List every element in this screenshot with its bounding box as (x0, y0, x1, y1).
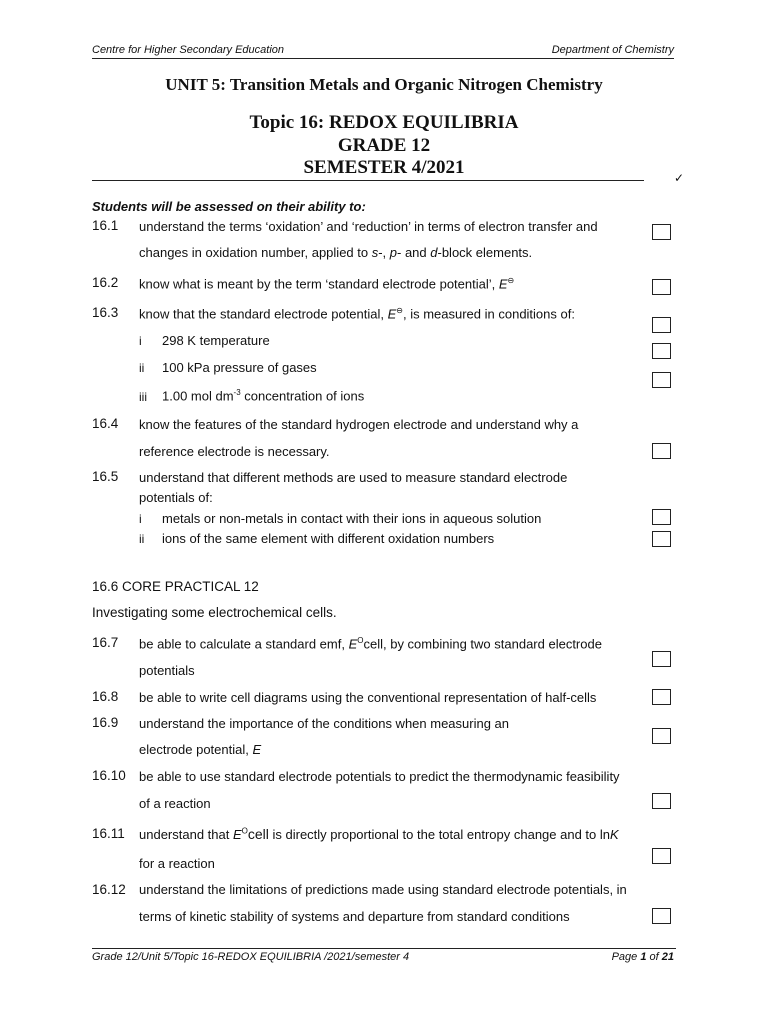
item-number: 16.12 (92, 882, 126, 897)
roman-numeral: ii (139, 532, 145, 546)
item-text: be able to use standard electrode potentials to predict the thermodynamic feasibility (139, 769, 620, 784)
item-number: 16.3 (92, 305, 119, 320)
roman-numeral: i (139, 512, 142, 526)
item-number: 16.7 (92, 635, 119, 650)
checkbox-16-11[interactable] (652, 848, 671, 864)
item-number: 16.11 (92, 826, 125, 841)
roman-numeral: i (139, 334, 142, 348)
item-text-continued: reference electrode is necessary. (139, 444, 330, 459)
page-indicator: Page 1 of 21 (611, 951, 674, 963)
core-practical-subtitle: Investigating some electrochemical cells. (92, 605, 337, 620)
item-text: understand the importance of the conditions when measuring an (139, 716, 510, 731)
checkbox-16-1[interactable] (652, 224, 671, 240)
item-text: understand the terms ‘oxidation’ and ‘reduction’ in terms of electron transfer and (139, 219, 598, 234)
item-number: 16.5 (92, 469, 119, 484)
checkbox-16-8[interactable] (652, 689, 671, 705)
footer-rule (92, 948, 676, 949)
checkbox-16-5-ii[interactable] (652, 531, 671, 547)
item-text-continued: potentials (139, 663, 195, 678)
item-text-continued: electrode potential, E (139, 742, 262, 757)
item-number: 16.8 (92, 689, 119, 704)
sub-item-text: 1.00 mol $dm^{-3}$ concentration of ions (162, 388, 365, 404)
item-number: 16.9 (92, 715, 119, 730)
item-text-continued: for a reaction (139, 856, 215, 871)
checkbox-16-12[interactable] (652, 908, 671, 924)
checkbox-16-3[interactable] (652, 317, 671, 333)
intro-text: Students will be assessed on their ability to: (92, 199, 366, 214)
item-number: 16.10 (92, 768, 126, 783)
item-text-continued: potentials of: (139, 490, 213, 505)
grade-title: GRADE 12 (337, 135, 431, 156)
item-text: understand the limitations of predictions made using standard electrode potentials, in (139, 882, 627, 897)
checkbox-16-3-iii[interactable] (652, 372, 671, 388)
checkbox-16-4[interactable] (652, 443, 671, 459)
checkbox-16-2[interactable] (652, 279, 671, 295)
sub-item-text: ions of the same element with different oxidation numbers (162, 531, 495, 546)
topic-title: Topic 16: REDOX EQUILIBRIA (249, 112, 519, 133)
sub-item-text: 100 kPa pressure of gases (162, 360, 317, 375)
title-rule (92, 180, 644, 181)
header-rule (92, 58, 674, 59)
semester-title: SEMESTER 4/2021 (303, 157, 465, 178)
check-mark: ✓ (674, 171, 685, 185)
item-text: be able to write cell diagrams using the conventional representation of half-cells (139, 690, 597, 705)
item-text: know that the standard electrode potential, E⊖, is measured in conditions of: (139, 306, 575, 322)
item-text: know what is meant by the term ‘standard electrode potential’, E⊖ (139, 276, 515, 292)
item-text-continued: terms of kinetic stability of systems and departure from standard conditions (139, 909, 570, 924)
roman-numeral: iii (139, 390, 147, 404)
item-text: be able to calculate a standard emf, $E^Ocell$, by combining two standard electrode (139, 636, 602, 652)
item-number: 16.4 (92, 416, 119, 431)
item-text-continued: of a reaction (139, 796, 211, 811)
core-practical-title: 16.6 CORE PRACTICAL 12 (92, 579, 259, 594)
item-number: 16.1 (92, 218, 119, 233)
item-text-continued: changes in oxidation number, applied to s-, p- and d-block elements. (139, 245, 533, 260)
checkbox-16-9[interactable] (652, 728, 671, 744)
checkbox-16-3-ii[interactable] (652, 343, 671, 359)
item-text: know the features of the standard hydrogen electrode and understand why a (139, 417, 579, 432)
checkbox-16-5-i[interactable] (652, 509, 671, 525)
header-right: Department of Chemistry (551, 44, 674, 56)
checkbox-16-10[interactable] (652, 793, 671, 809)
item-text: understand that $E^Ocell$ is directly proportional to the total entropy change and to lnK (139, 826, 619, 842)
item-number: 16.2 (92, 275, 119, 290)
sub-item-text: 298 K temperature (162, 333, 270, 348)
item-text: understand that different methods are used to measure standard electrode (139, 470, 568, 485)
roman-numeral: ii (139, 361, 145, 375)
footer-left: Grade 12/Unit 5/Topic 16-REDOX EQUILIBRIA /2021/semester 4 (92, 951, 410, 963)
sub-item-text: metals or non-metals in contact with their ions in aqueous solution (162, 511, 542, 526)
unit-title: UNIT 5: Transition Metals and Organic Nitrogen Chemistry (165, 75, 603, 94)
checkbox-16-7[interactable] (652, 651, 671, 667)
header-left: Centre for Higher Secondary Education (92, 44, 284, 56)
